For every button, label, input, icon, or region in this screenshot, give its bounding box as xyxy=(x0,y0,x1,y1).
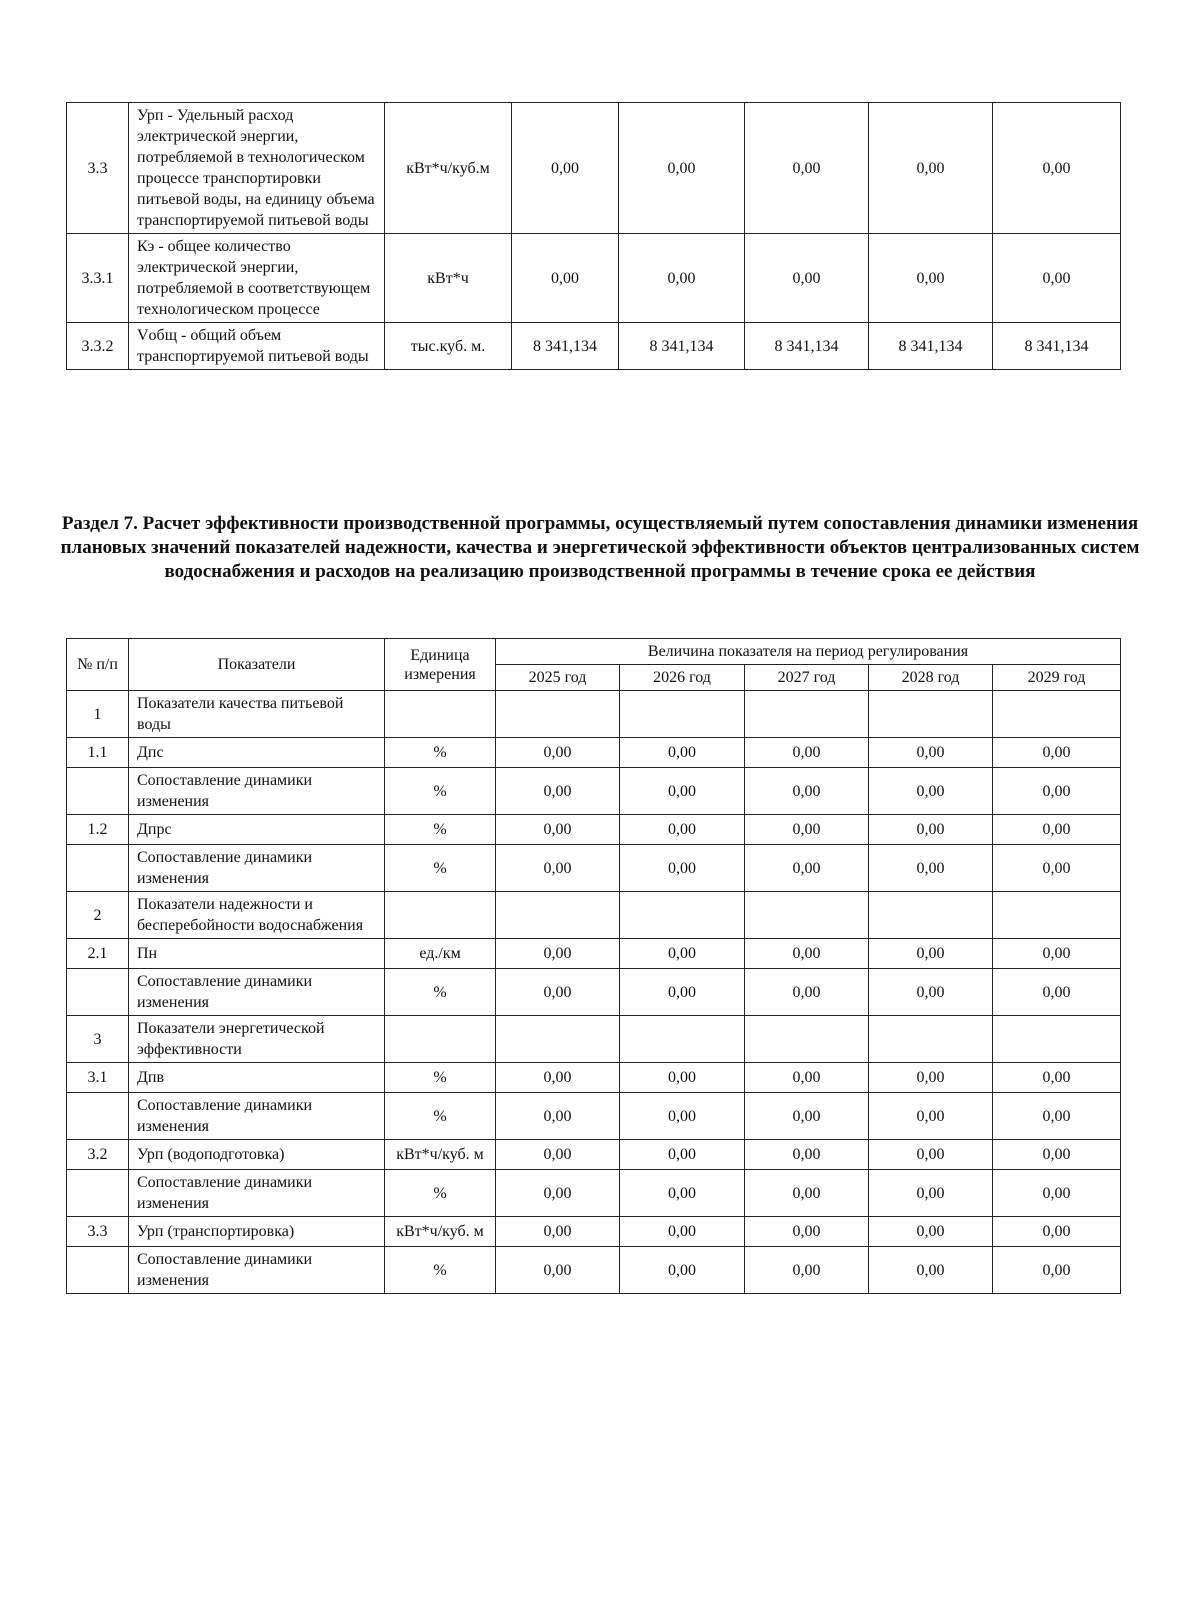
row-value: 0,00 xyxy=(745,969,869,1016)
row-value: 0,00 xyxy=(869,1063,993,1093)
row-num xyxy=(67,845,129,892)
row-unit: кВт*ч/куб.м xyxy=(385,103,512,234)
row-value xyxy=(496,691,620,738)
row-value: 0,00 xyxy=(745,234,869,323)
table-row xyxy=(67,939,1121,969)
header-year: 2029 год xyxy=(993,665,1121,691)
row-name: Урп (транспортировка) xyxy=(129,1217,385,1247)
row-value: 0,00 xyxy=(620,969,745,1016)
row-name: Показатели надежности и бесперебойности водоснабжения xyxy=(129,892,385,939)
table-row xyxy=(67,1063,1121,1093)
row-value: 0,00 xyxy=(869,1217,993,1247)
row-value: 0,00 xyxy=(496,815,620,845)
row-name: Дпрс xyxy=(129,815,385,845)
row-value: 0,00 xyxy=(869,969,993,1016)
row-value xyxy=(745,1016,869,1063)
row-value: 0,00 xyxy=(993,103,1121,234)
row-num: 3 xyxy=(67,1016,129,1063)
table-row xyxy=(67,1217,1121,1247)
row-unit: % xyxy=(385,969,496,1016)
header-period: Величина показателя на период регулирования xyxy=(496,639,1121,665)
row-unit: % xyxy=(385,1093,496,1140)
row-value xyxy=(745,691,869,738)
header-unit: Единица измерения xyxy=(385,639,496,691)
header-row xyxy=(67,639,1121,665)
row-value: 0,00 xyxy=(869,1247,993,1294)
row-unit xyxy=(385,1016,496,1063)
row-value: 0,00 xyxy=(993,845,1121,892)
continued-indicators-table xyxy=(66,102,1121,370)
row-name: Дпс xyxy=(129,738,385,768)
row-value: 0,00 xyxy=(993,1247,1121,1294)
row-value: 0,00 xyxy=(620,1093,745,1140)
row-num: 1 xyxy=(67,691,129,738)
row-num: 3.3.1 xyxy=(67,234,129,323)
row-num xyxy=(67,1093,129,1140)
row-value: 0,00 xyxy=(620,1217,745,1247)
row-value: 0,00 xyxy=(993,1140,1121,1170)
row-num: 3.1 xyxy=(67,1063,129,1093)
row-num: 1.1 xyxy=(67,738,129,768)
row-name: Сопоставление динамики изменения xyxy=(129,768,385,815)
row-num xyxy=(67,1170,129,1217)
row-value: 0,00 xyxy=(869,103,993,234)
row-value: 0,00 xyxy=(993,738,1121,768)
row-value: 0,00 xyxy=(993,969,1121,1016)
row-value: 0,00 xyxy=(620,1170,745,1217)
table-row xyxy=(67,815,1121,845)
row-name: Сопоставление динамики изменения xyxy=(129,845,385,892)
row-value: 0,00 xyxy=(869,1093,993,1140)
table-row xyxy=(67,1016,1121,1063)
row-value: 0,00 xyxy=(869,939,993,969)
row-value: 8 341,134 xyxy=(993,323,1121,370)
row-value: 0,00 xyxy=(512,234,619,323)
row-name: Дпв xyxy=(129,1063,385,1093)
row-value: 0,00 xyxy=(619,234,745,323)
row-value: 0,00 xyxy=(496,1093,620,1140)
row-value: 0,00 xyxy=(745,1063,869,1093)
row-value: 8 341,134 xyxy=(745,323,869,370)
row-value: 0,00 xyxy=(512,103,619,234)
row-value: 0,00 xyxy=(993,1170,1121,1217)
row-value: 0,00 xyxy=(993,1063,1121,1093)
row-value: 0,00 xyxy=(620,1140,745,1170)
table-row xyxy=(67,1093,1121,1140)
table-row xyxy=(67,892,1121,939)
row-name: Кэ - общее количество электрической энергии, потребляемой в соответствующем технологическом процессе xyxy=(129,234,385,323)
row-value: 8 341,134 xyxy=(512,323,619,370)
section-heading: Раздел 7. Расчет эффективности производственной программы, осуществляемый путем сопоставления динамики изменения плановых значений показателей надежности, качества и энергетической эффективности объектов централизованных систем водоснабжения и расходов на реализацию производственной программы в течение срока ее действия xyxy=(60,513,1140,582)
row-value: 0,00 xyxy=(620,939,745,969)
row-value: 0,00 xyxy=(869,845,993,892)
header-name: Показатели xyxy=(129,639,385,691)
row-unit: тыс.куб. м. xyxy=(385,323,512,370)
table-row xyxy=(67,234,1121,323)
table-row xyxy=(67,691,1121,738)
row-value: 0,00 xyxy=(620,768,745,815)
row-value: 0,00 xyxy=(745,845,869,892)
row-unit: кВт*ч xyxy=(385,234,512,323)
row-unit: % xyxy=(385,815,496,845)
efficiency-table xyxy=(66,638,1121,1294)
row-unit: % xyxy=(385,1063,496,1093)
row-unit: кВт*ч/куб. м xyxy=(385,1140,496,1170)
row-value: 0,00 xyxy=(745,103,869,234)
row-value: 0,00 xyxy=(745,738,869,768)
row-value: 0,00 xyxy=(620,845,745,892)
row-name: Vобщ - общий объем транспортируемой питьевой воды xyxy=(129,323,385,370)
row-value: 0,00 xyxy=(869,768,993,815)
row-name: Сопоставление динамики изменения xyxy=(129,969,385,1016)
row-num: 3.3 xyxy=(67,103,129,234)
row-value: 0,00 xyxy=(869,738,993,768)
row-value xyxy=(993,1016,1121,1063)
row-unit: % xyxy=(385,1170,496,1217)
row-num xyxy=(67,1247,129,1294)
table-row xyxy=(67,738,1121,768)
row-name: Показатели качества питьевой воды xyxy=(129,691,385,738)
row-name: Урп - Удельный расход электрической энергии, потребляемой в технологическом процессе транспортировки питьевой воды, на единицу объема транспортируемой питьевой воды xyxy=(129,103,385,234)
row-value: 0,00 xyxy=(993,815,1121,845)
row-value xyxy=(496,1016,620,1063)
header-year: 2026 год xyxy=(620,665,745,691)
row-value: 8 341,134 xyxy=(869,323,993,370)
row-value: 0,00 xyxy=(496,1247,620,1294)
row-value: 0,00 xyxy=(745,1093,869,1140)
row-value xyxy=(620,691,745,738)
row-value xyxy=(993,691,1121,738)
row-value: 0,00 xyxy=(745,1140,869,1170)
row-value xyxy=(869,892,993,939)
row-value: 0,00 xyxy=(745,939,869,969)
row-unit: % xyxy=(385,1247,496,1294)
row-unit: % xyxy=(385,845,496,892)
row-num xyxy=(67,768,129,815)
row-value: 0,00 xyxy=(869,815,993,845)
row-value: 0,00 xyxy=(620,1247,745,1294)
row-value: 0,00 xyxy=(745,768,869,815)
row-value: 0,00 xyxy=(620,738,745,768)
row-value xyxy=(496,892,620,939)
row-value xyxy=(745,892,869,939)
row-value: 0,00 xyxy=(496,738,620,768)
row-value: 0,00 xyxy=(496,1217,620,1247)
table-row xyxy=(67,1247,1121,1294)
row-value: 0,00 xyxy=(496,939,620,969)
row-value: 0,00 xyxy=(745,815,869,845)
row-unit xyxy=(385,892,496,939)
row-value: 0,00 xyxy=(993,768,1121,815)
row-value: 0,00 xyxy=(496,1140,620,1170)
row-name: Пн xyxy=(129,939,385,969)
row-value: 8 341,134 xyxy=(619,323,745,370)
row-name: Сопоставление динамики изменения xyxy=(129,1170,385,1217)
row-num xyxy=(67,969,129,1016)
row-name: Урп (водоподготовка) xyxy=(129,1140,385,1170)
header-year: 2028 год xyxy=(869,665,993,691)
row-num: 2.1 xyxy=(67,939,129,969)
row-num: 3.3.2 xyxy=(67,323,129,370)
row-value: 0,00 xyxy=(496,969,620,1016)
row-value: 0,00 xyxy=(620,1063,745,1093)
row-num: 3.3 xyxy=(67,1217,129,1247)
row-unit xyxy=(385,691,496,738)
row-unit: % xyxy=(385,738,496,768)
row-value: 0,00 xyxy=(496,768,620,815)
row-num: 3.2 xyxy=(67,1140,129,1170)
table-row xyxy=(67,1140,1121,1170)
row-value: 0,00 xyxy=(869,1140,993,1170)
row-value: 0,00 xyxy=(619,103,745,234)
row-value: 0,00 xyxy=(745,1170,869,1217)
table-row xyxy=(67,845,1121,892)
header-num: № п/п xyxy=(67,639,129,691)
table-row xyxy=(67,103,1121,234)
row-value xyxy=(869,691,993,738)
row-value xyxy=(869,1016,993,1063)
row-value: 0,00 xyxy=(869,234,993,323)
row-value: 0,00 xyxy=(993,1093,1121,1140)
row-value: 0,00 xyxy=(745,1217,869,1247)
table-row xyxy=(67,768,1121,815)
row-value: 0,00 xyxy=(496,845,620,892)
row-value: 0,00 xyxy=(993,939,1121,969)
row-value: 0,00 xyxy=(620,815,745,845)
row-value xyxy=(993,892,1121,939)
row-unit: ед./км xyxy=(385,939,496,969)
row-name: Сопоставление динамики изменения xyxy=(129,1093,385,1140)
row-unit: % xyxy=(385,768,496,815)
row-value: 0,00 xyxy=(993,234,1121,323)
row-value: 0,00 xyxy=(496,1170,620,1217)
row-value: 0,00 xyxy=(869,1170,993,1217)
row-value xyxy=(620,892,745,939)
table-row xyxy=(67,1170,1121,1217)
header-year: 2025 год xyxy=(496,665,620,691)
row-value xyxy=(620,1016,745,1063)
row-value: 0,00 xyxy=(745,1247,869,1294)
header-year: 2027 год xyxy=(745,665,869,691)
table-row xyxy=(67,969,1121,1016)
row-num: 1.2 xyxy=(67,815,129,845)
table-row xyxy=(67,323,1121,370)
row-unit: кВт*ч/куб. м xyxy=(385,1217,496,1247)
row-name: Сопоставление динамики изменения xyxy=(129,1247,385,1294)
row-value: 0,00 xyxy=(496,1063,620,1093)
row-name: Показатели энергетической эффективности xyxy=(129,1016,385,1063)
row-num: 2 xyxy=(67,892,129,939)
row-value: 0,00 xyxy=(993,1217,1121,1247)
